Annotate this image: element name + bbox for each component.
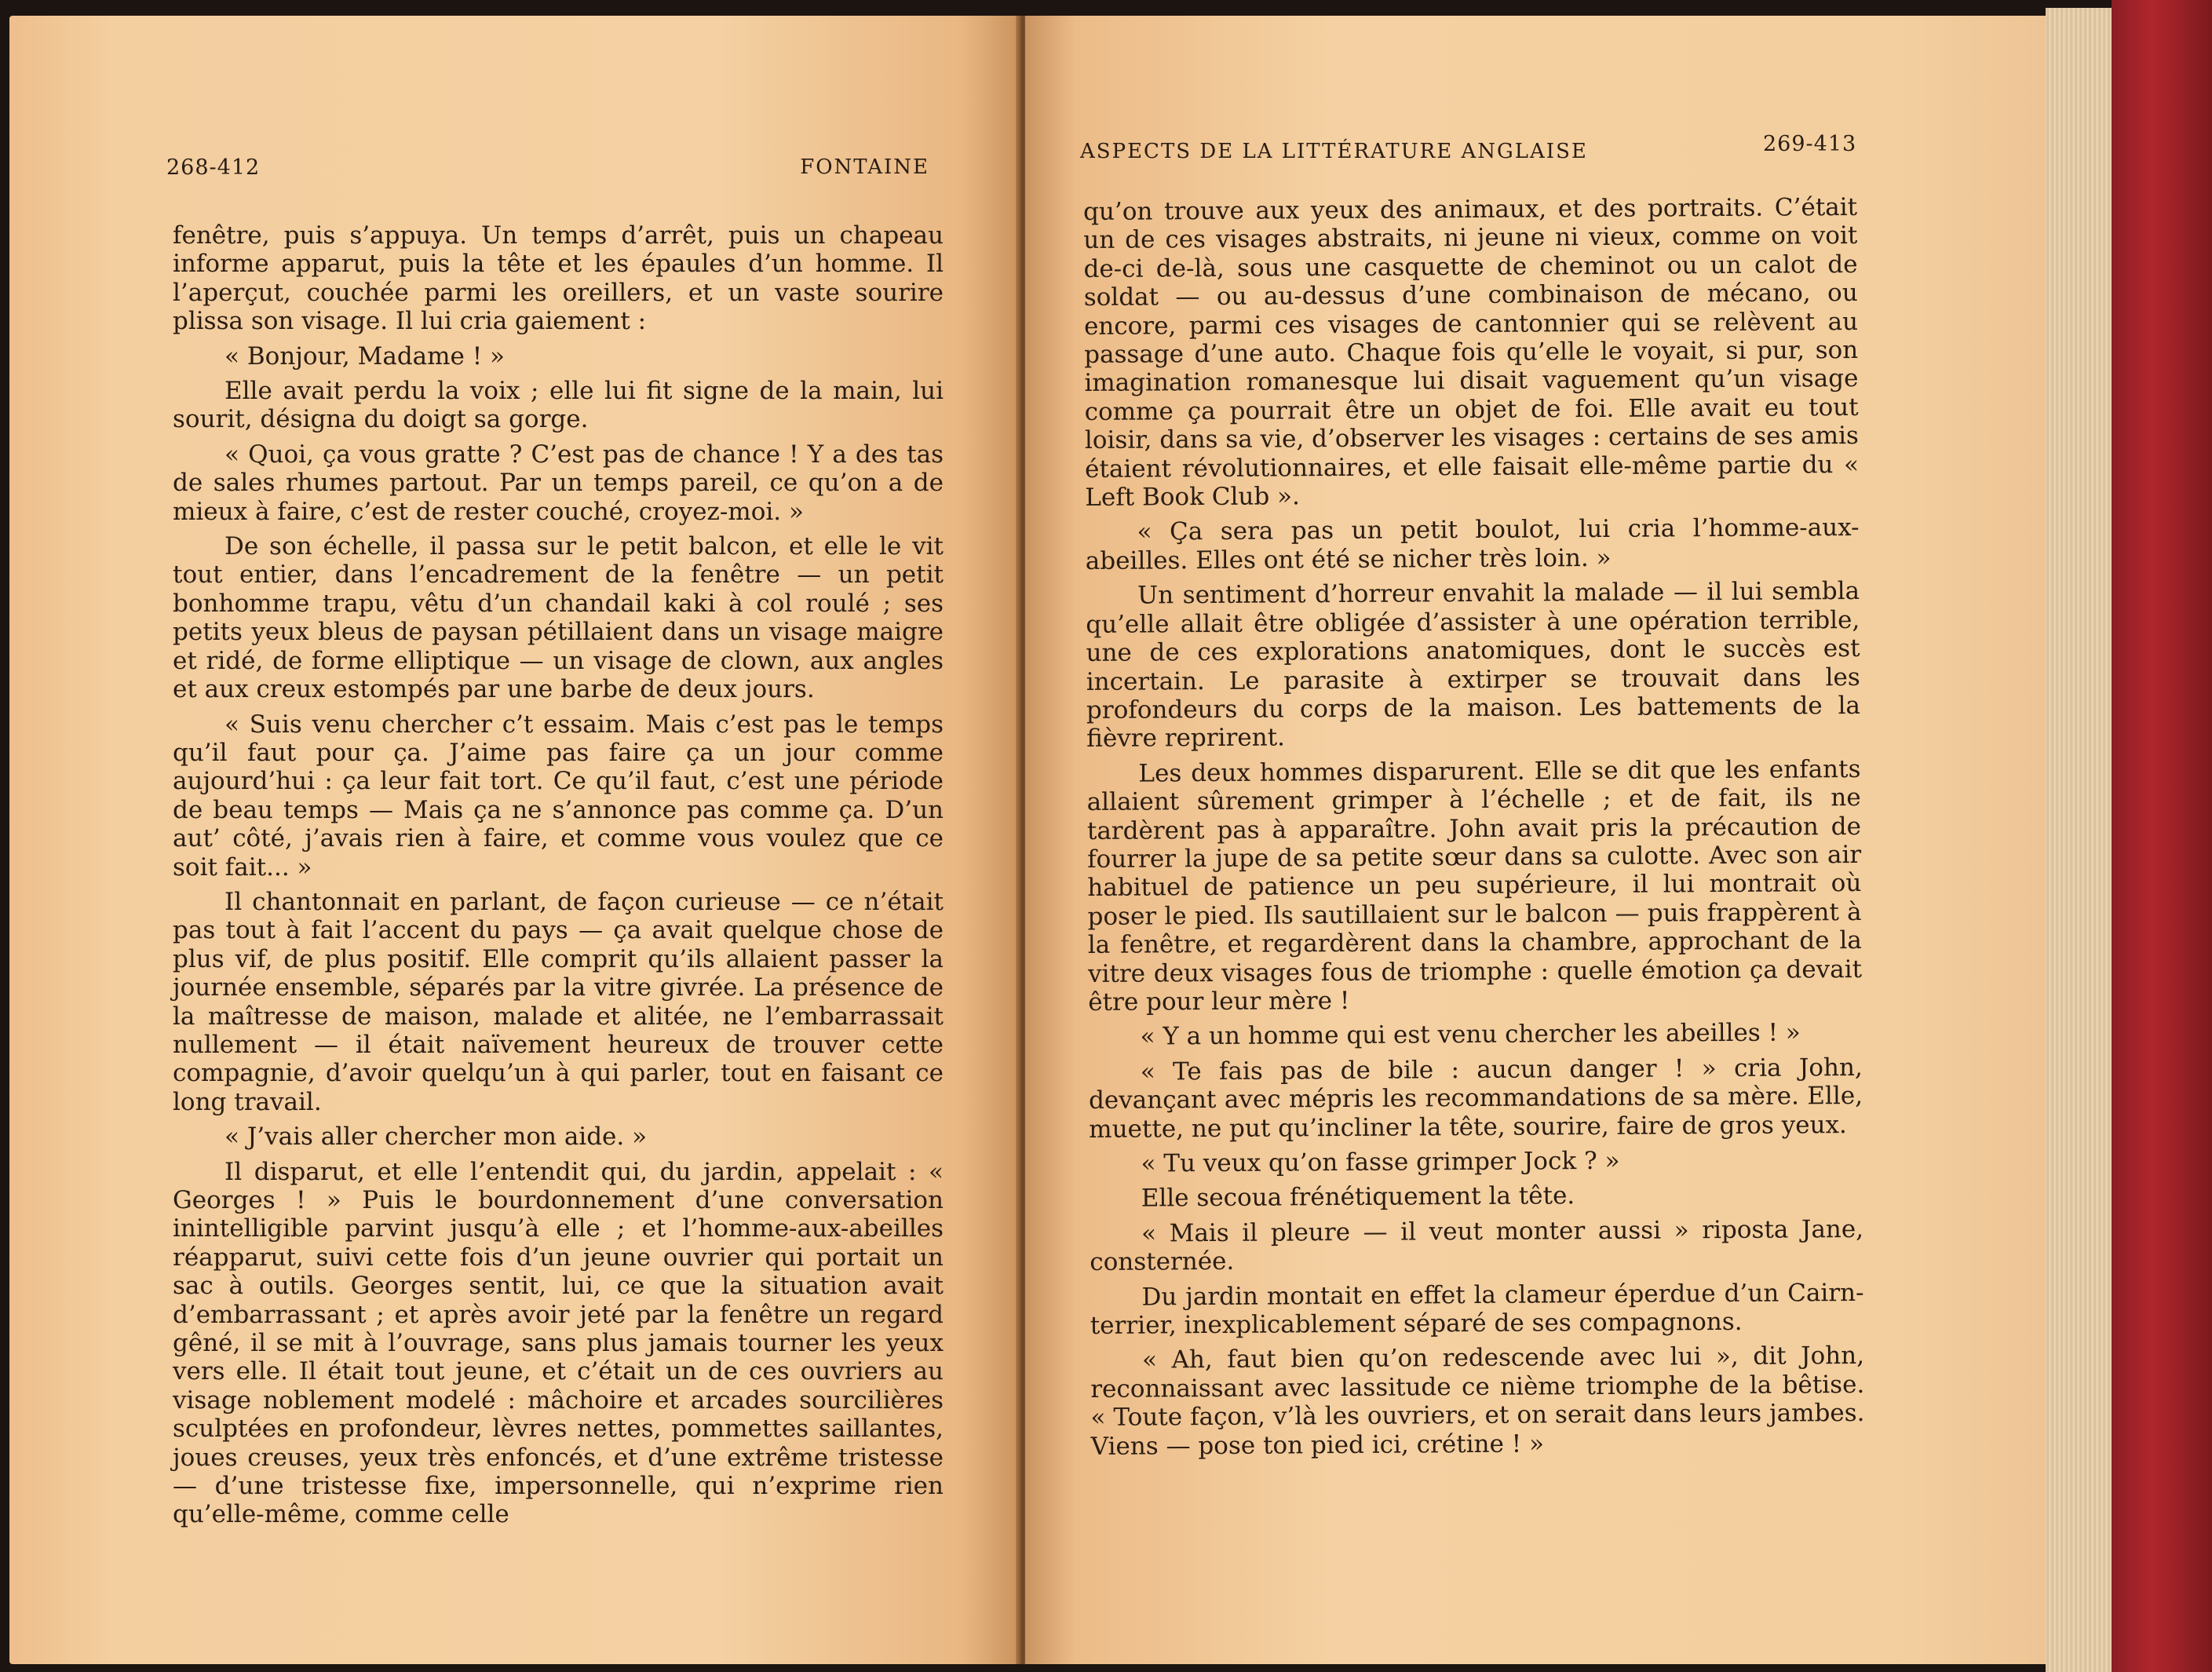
book-cover-edge: [2112, 0, 2212, 1672]
right-page-text: [1083, 193, 1865, 1467]
left-page: [9, 16, 1022, 1664]
paragraph: « Mais il pleure — il veut monter aussi » riposta Jane, consternée.: [1090, 1214, 1864, 1277]
paragraph: Elle secoua frénétiquement la tête.: [1141, 1181, 1575, 1213]
paragraph: « Ah, faut bien qu’on redescende avec lui », dit John, reconnaissant avec lassitude ce nième triomphe de la bêtise. « Toute façon, v’là les ouvriers, et on serait dans leurs jambes. Viens — pose ton pied ici, crétine ! »: [1090, 1342, 1865, 1461]
paragraph: De son échelle, il passa sur le petit balcon, et elle le vit tout entier, dans l’encadrement de la fenêtre — un petit bonhomme trapu, vêtu d’un chandail kaki à col roulé ; ses petits yeux bleus de paysan pétillaient dans un visage maigre et ridé, de forme elliptique — un visage de clown, aux angles et aux creux estompés par une barbe de deux jours.: [173, 532, 944, 704]
paragraph: fenêtre, puis s’appuya. Un temps d’arrêt, puis un chapeau informe apparut, puis la tête et les épaules d’un homme. Il l’aperçut, couchée parmi les oreillers, et un vaste sourire plissa son visage. Il lui cria gaiement :: [173, 221, 944, 336]
paragraph: « Ça sera pas un petit boulot, lui cria l’homme-aux-abeilles. Elles ont été se nicher très loin. »: [1085, 513, 1860, 575]
right-page-number: 269-413: [1763, 132, 1857, 156]
paragraph: « Suis venu chercher c’t essaim. Mais c’est pas le temps qu’il faut pour ça. J’aime pas faire ça un jour comme aujourd’hui : ça leur fait tort. Ce qu’il faut, c’est une période de beau temps — Mais ça ne s’annonce pas comme ça. D’un aut’ côté, j’avais rien à faire, et comme vous voulez que ce soit fait... »: [173, 710, 944, 882]
paragraph: Un sentiment d’horreur envahit la malade — il lui sembla qu’elle allait être obligée d’assister à une opération terrible, une de ces explorations anatomiques, dont le succès est incertain. Le parasite à extirper se trouvait dans les profondeurs du corps de la maison. Les battements de la fièvre reprirent.: [1086, 577, 1861, 754]
paragraph: « Tu veux qu’on fasse grimper Jock ? »: [1141, 1146, 1620, 1178]
left-page-number: 268-412: [166, 155, 261, 180]
paragraph: Elle avait perdu la voix ; elle lui fit signe de la main, lui sourit, désigna du doigt sa gorge.: [173, 377, 944, 434]
paragraph: « Quoi, ça vous gratte ? C’est pas de chance ! Y a des tas de sales rhumes partout. Par un temps pareil, ce qu’on a de mieux à faire, c’est de rester couché, croyez-moi. »: [173, 440, 944, 526]
left-page-text: [173, 221, 944, 1535]
paragraph: Du jardin montait en effet la clameur éperdue d’un Cairn-terrier, inexplicablement séparé de ses compagnons.: [1090, 1278, 1864, 1341]
left-running-title: FONTAINE: [800, 155, 929, 179]
paragraph: Il chantonnait en parlant, de façon curieuse — ce n’était pas tout à fait l’accent du pays — ça avait quelque chose de plus vif, de plus positif. Elle comprit qu’ils allaient passer la journée ensemble, séparés par la vitre givrée. La présence de la maîtresse de maison, malade et alitée, ne l’embarrassait nullement — il était naïvement heureux de trouver cette compagnie, d’avoir quelqu’un à qui parler, tout en faisant ce long travail.: [173, 887, 944, 1116]
paragraph: « Te fais pas de bile : aucun danger ! » cria John, devançant avec mépris les recommandations de sa mère. Elle, muette, ne put qu’incliner la tête, sourire, faire de gros yeux.: [1088, 1053, 1863, 1144]
paragraph: Les deux hommes disparurent. Elle se dit que les enfants allaient sûrement grimper à l’échelle ; et de fait, ils ne tardèrent pas à apparaître. John avait pris la précaution de fourrer la jupe de sa petite sœur dans sa culotte. Avec son air habituel de patience un peu supérieure, il lui montrait où poser le pied. Ils sautillaient sur le balcon — puis frappèrent à la fenêtre, et regardèrent dans la chambre, approchant de la vitre deux visages fous de triomphe : quelle émotion ça devait être pour leur mère !: [1086, 754, 1863, 1017]
right-running-title: ASPECTS DE LA LITTÉRATURE ANGLAISE: [1080, 140, 1588, 163]
paragraph: « Bonjour, Madame ! »: [224, 341, 506, 371]
paragraph: « J’vais aller chercher mon aide. »: [224, 1123, 648, 1152]
paragraph: « Y a un homme qui est venu chercher les abeilles ! »: [1140, 1018, 1801, 1051]
right-page: [1025, 16, 2046, 1664]
paragraph: Il disparut, et elle l’entendit qui, du jardin, appelait : « Georges ! » Puis le bourdonnement d’une conversation inintelligible parvint jusqu’à elle ; et l’homme-aux-abeilles réapparut, suivi cette fois d’un jeune ouvrier qui portait un sac à outils. Georges sentit, lui, ce que la situation avait d’embarrassant ; et après avoir jeté par la fenêtre un regard gêné, il se mit à l’ouvrage, sans plus jamais tourner les yeux vers elle. Il était tout jeune, et c’était un de ces ouvriers au visage noblement modelé : mâchoire et arcades sourcilières sculptées en profondeur, lèvres nettes, pommettes saillantes, joues creuses, yeux très enfoncés, et d’une extrême tristesse — d’une tristesse fixe, impersonnelle, qui n’exprime rien qu’elle-même, comme celle: [173, 1157, 944, 1529]
paragraph: qu’on trouve aux yeux des animaux, et des portraits. C’était un de ces visages abstraits, ni jeune ni vieux, comme on voit de-ci de-là, sous une casquette de cheminot ou un calot de soldat — ou au-dessus d’une combinaison de mécano, ou encore, parmi ces visages de cantonnier qui se relèvent au passage d’une auto. Chaque fois qu’elle le voyait, si pur, son imagination romanesque lui disait vaguement qu’un visage comme ça pourrait être un objet de foi. Elle avait eu tout loisir, dans sa vie, d’observer les visages : certains de ses amis étaient révolutionnaires, et elle faisait elle-même partie du « Left Book Club ».: [1083, 192, 1860, 513]
